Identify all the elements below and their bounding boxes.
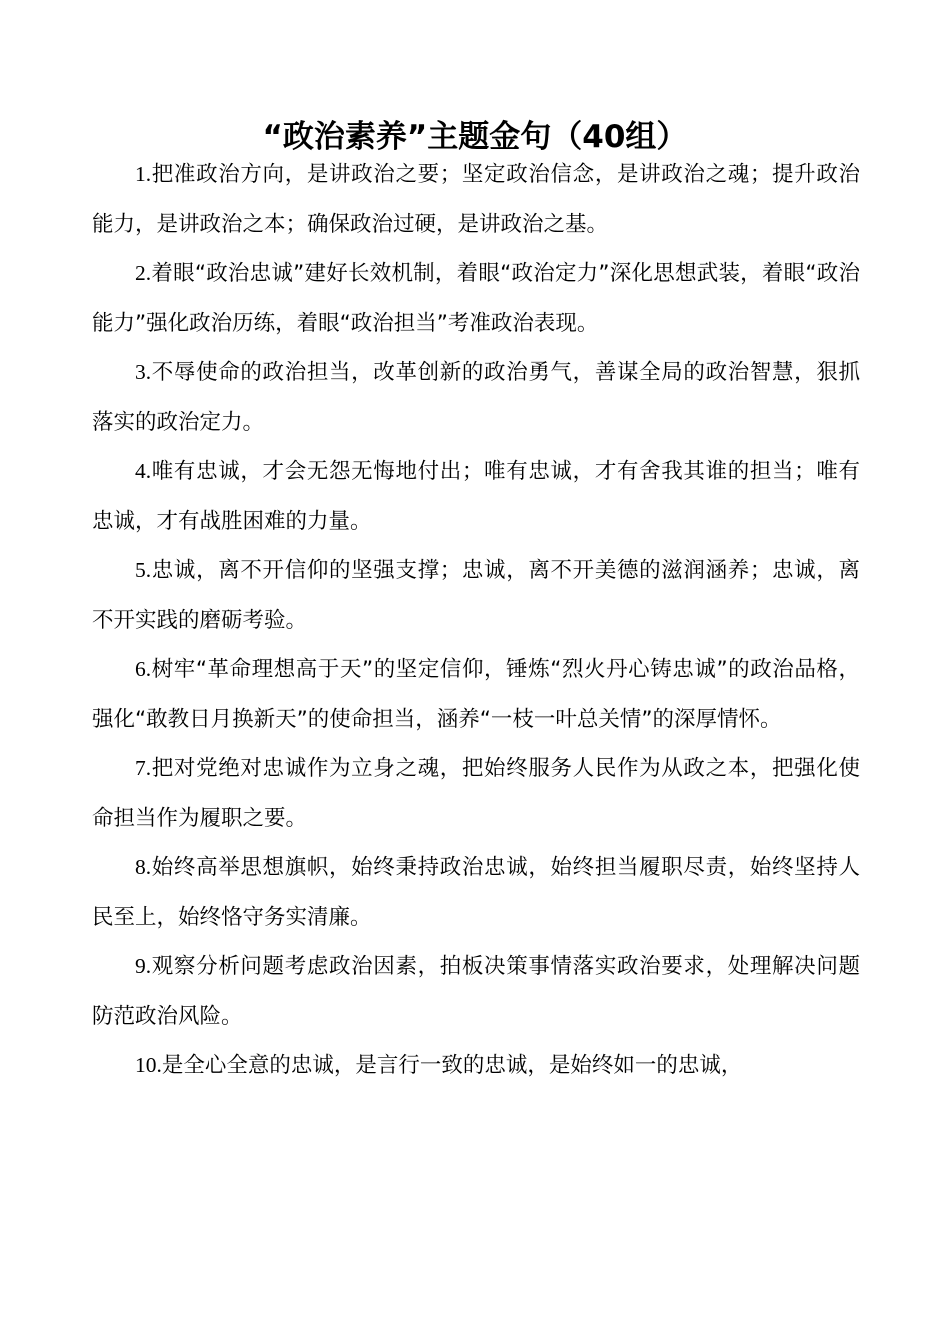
- item-text: 不辱使命的政治担当，改革创新的政治勇气，善谋全局的政治智慧，狠抓落实的政治定力。: [92, 360, 860, 435]
- item-number: 3.: [135, 360, 152, 384]
- list-item: [92, 249, 860, 348]
- item-text: 着眼“政治忠诚”建好长效机制，着眼“政治定力”深化思想武装，着眼“政治能力”强化政治历练，着眼“政治担当”考准政治表现。: [92, 261, 860, 336]
- item-text: 忠诚，离不开信仰的坚强支撑；忠诚，离不开美德的滋润涵养；忠诚，离不开实践的磨砺考验。: [92, 558, 860, 633]
- item-number: 10.: [135, 1053, 162, 1077]
- item-text: 把对党绝对忠诚作为立身之魂，把始终服务人民作为从政之本，把强化使命担当作为履职之要。: [92, 756, 860, 831]
- item-text: 唯有忠诚，才会无怨无悔地付出；唯有忠诚，才有舍我其谁的担当；唯有忠诚，才有战胜困难的力量。: [92, 459, 860, 534]
- list-item: [92, 150, 860, 249]
- list-item: [92, 942, 860, 1041]
- item-number: 6.: [135, 657, 152, 681]
- item-number: 7.: [135, 756, 152, 780]
- list-item: [92, 843, 860, 942]
- item-number: 4.: [135, 459, 152, 483]
- item-text: 是全心全意的忠诚，是言行一致的忠诚，是始终如一的忠诚，: [161, 1053, 743, 1078]
- list-item: [92, 645, 860, 744]
- item-number: 8.: [135, 855, 152, 879]
- item-text: 观察分析问题考虑政治因素，拍板决策事情落实政治要求，处理解决问题防范政治风险。: [92, 954, 860, 1029]
- item-number: 9.: [135, 954, 152, 978]
- document-body: [92, 150, 860, 1091]
- item-number: 2.: [135, 261, 152, 285]
- item-number: 5.: [135, 558, 152, 582]
- list-item: [92, 744, 860, 843]
- list-item: [92, 1041, 860, 1091]
- list-item: [92, 447, 860, 546]
- list-item: [92, 348, 860, 447]
- list-item: [92, 546, 860, 645]
- item-text: 始终高举思想旗帜，始终秉持政治忠诚，始终担当履职尽责，始终坚持人民至上，始终恪守务实清廉。: [92, 855, 860, 930]
- item-number: 1.: [135, 162, 152, 186]
- item-text: 把准政治方向，是讲政治之要；坚定政治信念，是讲政治之魂；提升政治能力，是讲政治之本；确保政治过硬，是讲政治之基。: [92, 162, 860, 237]
- document-title: “政治素养”主题金句（40组）: [262, 119, 688, 155]
- item-text: 树牢“革命理想高于天”的坚定信仰，锤炼“烈火丹心铸忠诚”的政治品格，强化“敢教日月换新天”的使命担当，涵养“一枝一叶总关情”的深厚情怀。: [92, 657, 860, 732]
